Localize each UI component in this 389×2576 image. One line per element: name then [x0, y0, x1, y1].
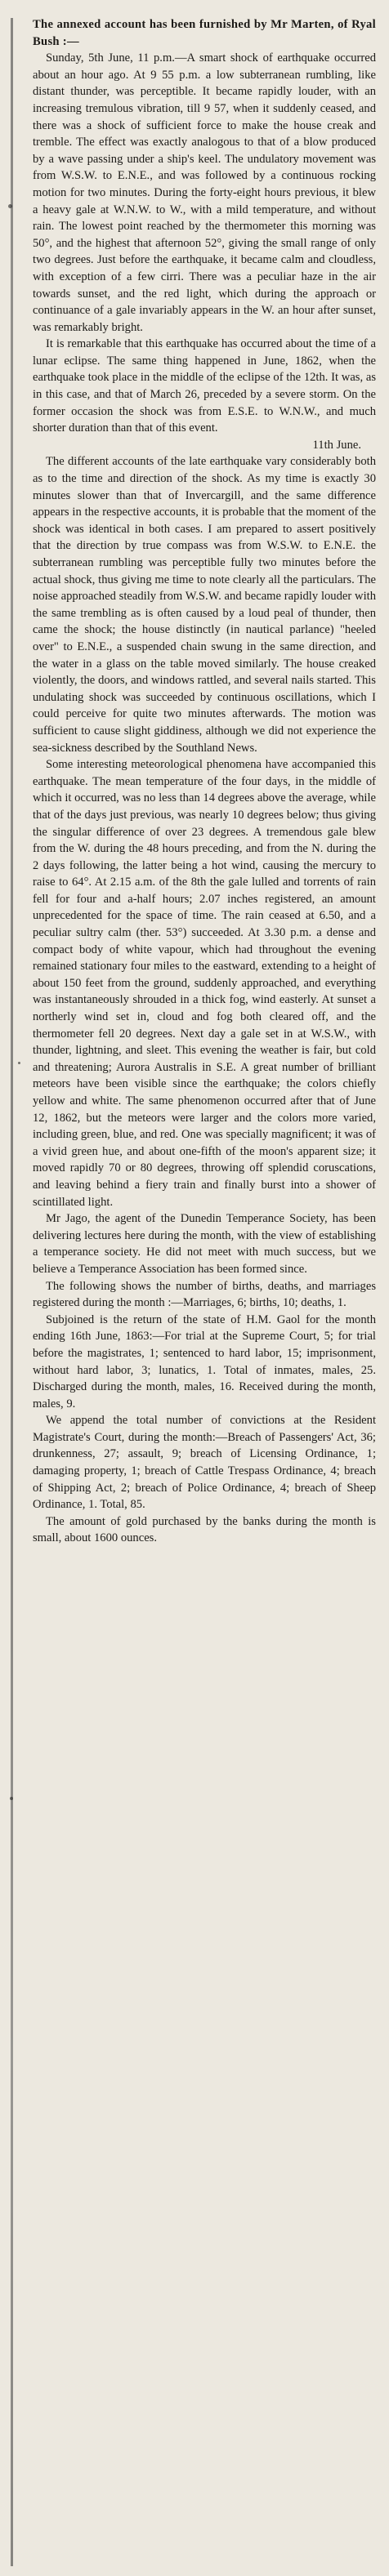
paragraph-registrations: The following shows the number of births, deaths, and marriages registered during the month :—Marriages, 6; births, 10; deaths, 1. [33, 1279, 376, 1310]
dateline: 11th June. [312, 438, 361, 452]
article-intro: The annexed account has been furnished by Mr Marten, of Ryal Bush :— [33, 18, 376, 48]
paragraph-gaol-return: Subjoined is the return of the state of H.M. Gaol for the month ending 16th June, 1863:—For trial at the Supreme Court, 5; for trial before the magistrates, 1; sentenced to hard labor, 15; imprisonment, without hard labor, 3; lunatics, 1. Total of inmates, males, 25. Discharged during the month, males, 16. Received during the month, males, 9. [33, 1313, 376, 1411]
paragraph-lunar-eclipse: It is remarkable that this earthquake has occurred about the time of a lunar eclipse. The same thing happened in June, 1862, when the earthquake took place in the middle of the eclipse of the 12th. It was, as in this case, and that of March 26, preceded by a severe storm. On the former occasion the shock was from E.S.E. to W.N.W., and much shorter duration than that of this event. [33, 337, 376, 435]
paragraph-gold: The amount of gold purchased by the banks during the month is small, about 1600 ounces. [33, 1514, 376, 1545]
paragraph-accounts: The different accounts of the late earthquake vary considerably both as to the time and direction of the shock. As my time is exactly 30 minutes slower than that of Invercargill, and the same difference appears in the respective accounts, it is probable that the moment of the shock was identical in both cases. I am prepared to assert positively that the direction by true compass was from W.S.W. to E.N.E. the subterranean rumbling was perceptible fully two minutes before the actual shock, thus giving me time to note clearly all the particulars. The noise approached steadily from W.S.W. and became rapidly louder with the same trembling as is often caused by a loud peal of thunder, then came the shock; the house distinctly (in nautical parlance) "heeled over" to E.N.E., a suspended chain swung in the same direction, and the water in a glass on the table moved similarly. The house creaked violently, the doors, and windows rattled, and several nails started. This undulating shock was succeeded by continuous oscillations, which I could perceive for quite two minutes afterwards. The motion was sufficient to cause slight giddiness, although we did not experience the sea-sickness described by the Southland News. [33, 455, 376, 755]
paragraph-convictions: We append the total number of convictions at the Resident Magistrate's Court, during the month:—Breach of Passengers' Act, 36; drunkenness, 27; assault, 9; breach of Licensing Ordinance, 1; damaging property, 1; breach of Cattle Trespass Ordinance, 4; breach of Shipping Act, 2; breach of Police Ordinance, 4; breach of Sheep Ordinance, 1. Total, 85. [33, 1414, 376, 1512]
paragraph-earthquake-report: Sunday, 5th June, 11 p.m.—A smart shock of earthquake occurred about an hour ago. At 9 55 p.m. a low subterranean rumbling, like distant thunder, was perceptible. It became rapidly louder, with an increasing tremulous vibration, till 9 57, when it suddenly ceased, and there was a shock of sufficient force to make the house creak and tremble. The effect was exactly analogous to that of a blow produced by a wave passing under a ship's keel. The undulatory movement was from W.S.W. to E.N.E., and was followed by a continuous rocking motion for two minutes. During the forty-eight hours previous, it blew a heavy gale at W.N.W. to W., with a mild temperature, and without rain. The lowest point reached by the thermometer this morning was 50°, and the highest that afternoon 52°, giving the small range of only two degrees. Just before the earthquake, it became calm and cloudless, with exception of a few cirri. There was a peculiar haze in the air towards sunset, and the red light, which during the approach or continuance of a gale invariably appears in the W. an hour after sunset, was remarkably bright. [33, 51, 376, 334]
paragraph-temperance: Mr Jago, the agent of the Dunedin Temperance Society, has been delivering lectures here during the month, with the view of establishing a temperance society. He did not meet with much success, but we believe a Temperance Association has been formed since. [33, 1212, 376, 1276]
paragraph-meteorology: Some interesting meteorological phenomena have accompanied this earthquake. The mean temperature of the four days, in the middle of which it occurred, was no less than 14 degrees above the average, while that of the days just previous, was nearly 10 degrees below; thus giving the singular difference of over 23 degrees. A tremendous gale blew from the W. during the 48 hours preceding, and from the N. during the 2 days following, the latter being a hot wind, causing the mercury to raise to 64°. At 2.15 a.m. of the 8th the gale lulled and torrents of rain fell for four and a-half hours; 2.07 inches registered, an amount unprecedented for the space of time. The rain ceased at 6.50, and a peculiar sultry calm (ther. 53°) succeeded. At 3.30 p.m. a dense and compact body of white vapour, which had throughout the evening remained stationary four miles to the eastward, extending to a height of about 150 feet from the ground, suddenly approached, and everything was instantaneously shrouded in a thick fog, wind easterly. At sunset a northerly wind set in, cloud and fog both cleared off, and the thermometer fell 20 degrees. Next day a gale set in at W.S.W., with thunder, lightning, and sleet. This evening the weather is fair, but cold and threatening; Aurora Australis in S.E. A great number of brilliant meteors have been visible since the earthquake; the colors chiefly yellow and white. The same phenomenon occurred after that of June 12, 1862, but the meteors were larger and the colors more varied, including green, blue, and red. One was specially magnificent; it was of a vivid green hue, and about one-fifth of the moon's apparent size; it moved rapidly 70 or 80 degrees, throwing off splendid coruscations, and leaving behind a fiery train and finally burst into a shower of scintillated light. [33, 758, 376, 1209]
